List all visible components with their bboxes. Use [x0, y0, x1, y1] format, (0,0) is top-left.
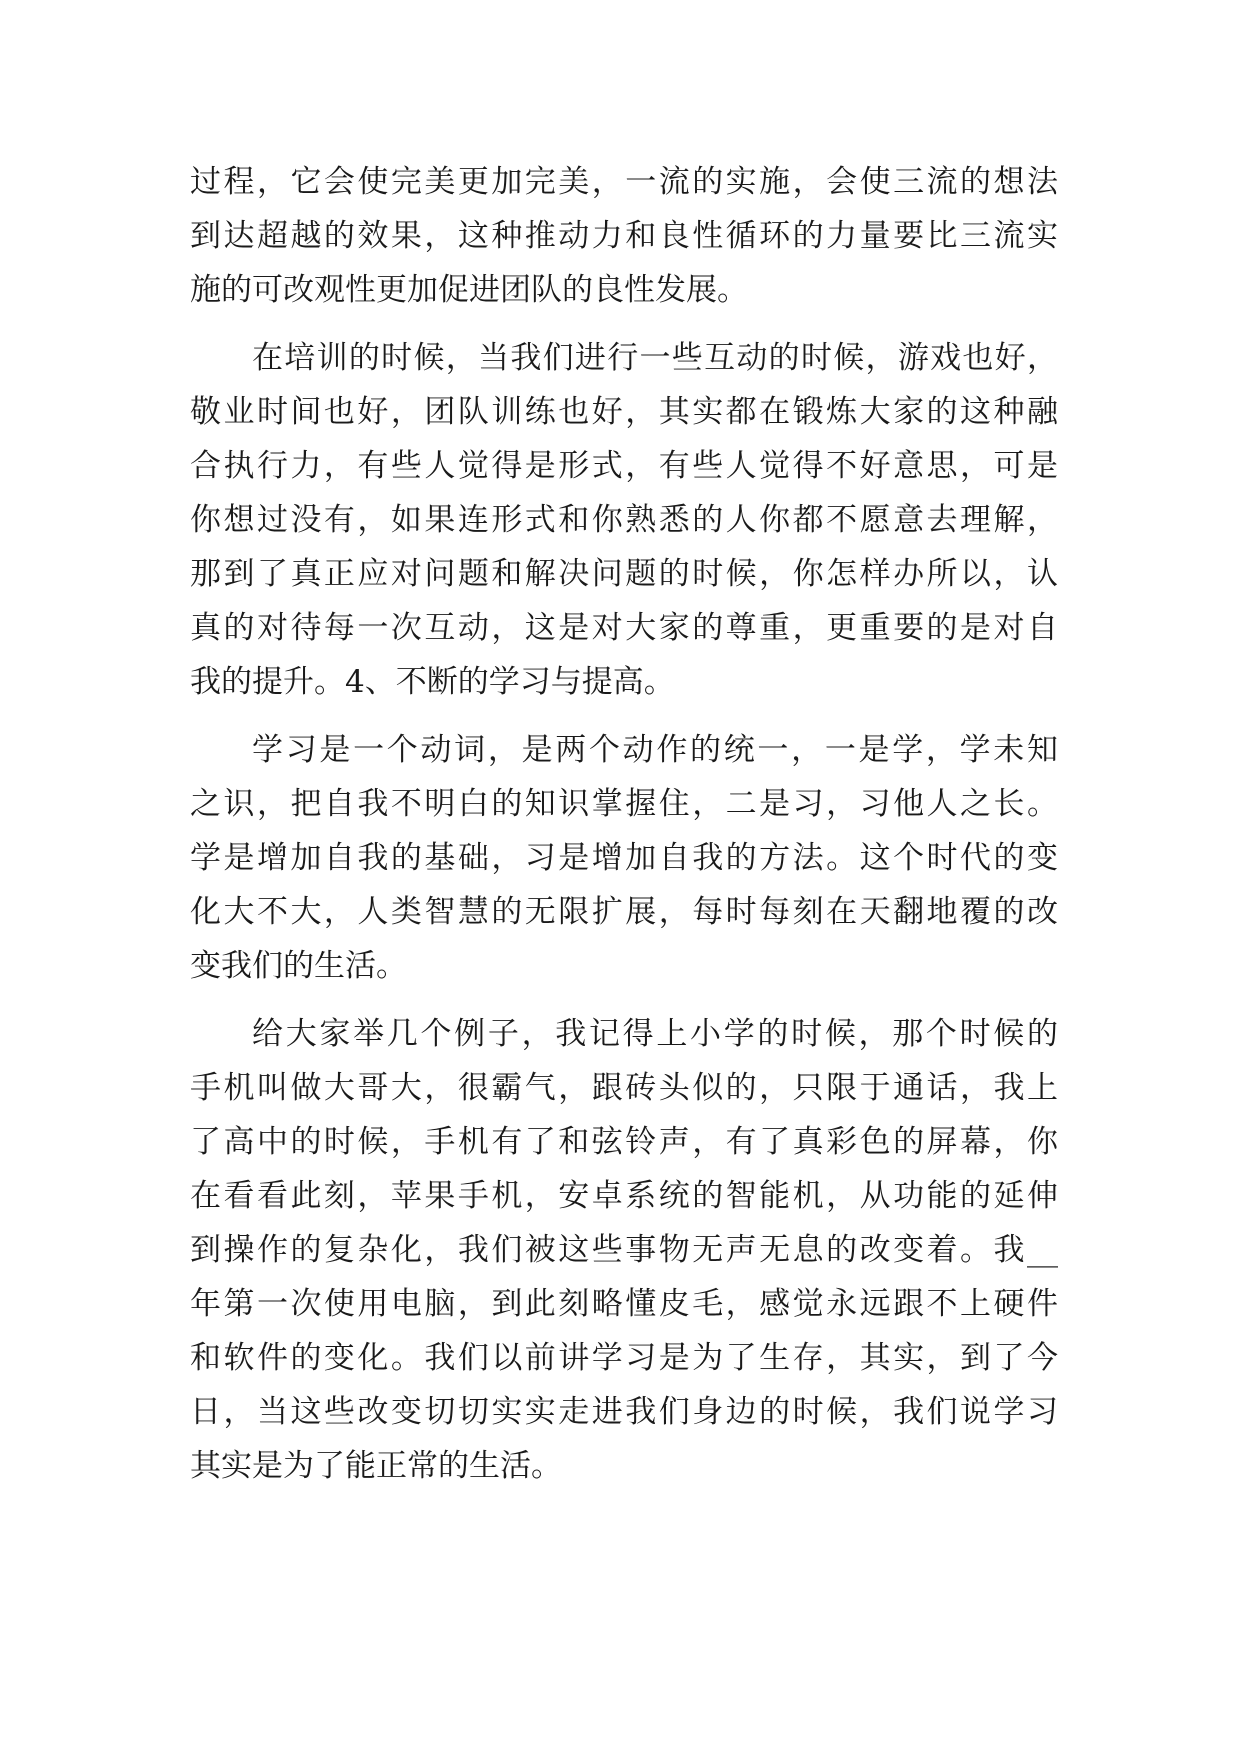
body-text	[190, 155, 1058, 1493]
text-line: 在看看此刻，苹果手机，安卓系统的智能机，从功能的延伸	[190, 1178, 1058, 1214]
paragraph-spacing	[190, 993, 1058, 1007]
text-line: 其实是为了能正常的生活。	[190, 1448, 562, 1484]
text-line: 化大不大，人类智慧的无限扩展，每时每刻在天翻地覆的改	[190, 894, 1058, 930]
text-line: 合执行力，有些人觉得是形式，有些人觉得不好意思，可是	[190, 448, 1058, 484]
text-line: 日，当这些改变切切实实走进我们身边的时候，我们说学习	[190, 1394, 1058, 1430]
text-line: 到达超越的效果，这种推动力和良性循环的力量要比三流实	[190, 218, 1058, 254]
text-line: 施的可改观性更加促进团队的良性发展。	[190, 272, 748, 308]
text-line: 过程，它会使完美更加完美，一流的实施，会使三流的想法	[190, 164, 1058, 200]
text-line: 敬业时间也好，团队训练也好，其实都在锻炼大家的这种融	[190, 394, 1058, 430]
paragraph	[190, 1007, 1058, 1493]
text-line: 和软件的变化。我们以前讲学习是为了生存，其实，到了今	[190, 1340, 1058, 1376]
text-line: 在培训的时候，当我们进行一些互动的时候，游戏也好，	[252, 340, 1058, 376]
text-line: 变我们的生活。	[190, 948, 407, 984]
text-line: 之识，把自我不明白的知识掌握住，二是习，习他人之长。	[190, 786, 1058, 822]
text-line: 给大家举几个例子，我记得上小学的时候，那个时候的	[252, 1016, 1058, 1052]
text-line: 了高中的时候，手机有了和弦铃声，有了真彩色的屏幕，你	[190, 1124, 1058, 1160]
text-line: 我的提升。4、不断的学习与提高。	[190, 664, 675, 700]
text-line: 真的对待每一次互动，这是对大家的尊重，更重要的是对自	[190, 610, 1058, 646]
text-line: 学是增加自我的基础，习是增加自我的方法。这个时代的变	[190, 840, 1058, 876]
text-line: 那到了真正应对问题和解决问题的时候，你怎样办所以，认	[190, 556, 1058, 592]
text-line: 你想过没有，如果连形式和你熟悉的人你都不愿意去理解，	[190, 502, 1058, 538]
text-line: 到操作的复杂化，我们被这些事物无声无息的改变着。我__	[190, 1232, 1058, 1268]
text-line: 手机叫做大哥大，很霸气，跟砖头似的，只限于通话，我上	[190, 1070, 1058, 1106]
paragraph	[190, 331, 1058, 709]
paragraph	[190, 723, 1058, 993]
paragraph-spacing	[190, 709, 1058, 723]
paragraph	[190, 155, 1058, 317]
paragraph-spacing	[190, 317, 1058, 331]
text-line: 学习是一个动词，是两个动作的统一，一是学，学未知	[252, 732, 1058, 768]
text-line: 年第一次使用电脑，到此刻略懂皮毛，感觉永远跟不上硬件	[190, 1286, 1058, 1322]
